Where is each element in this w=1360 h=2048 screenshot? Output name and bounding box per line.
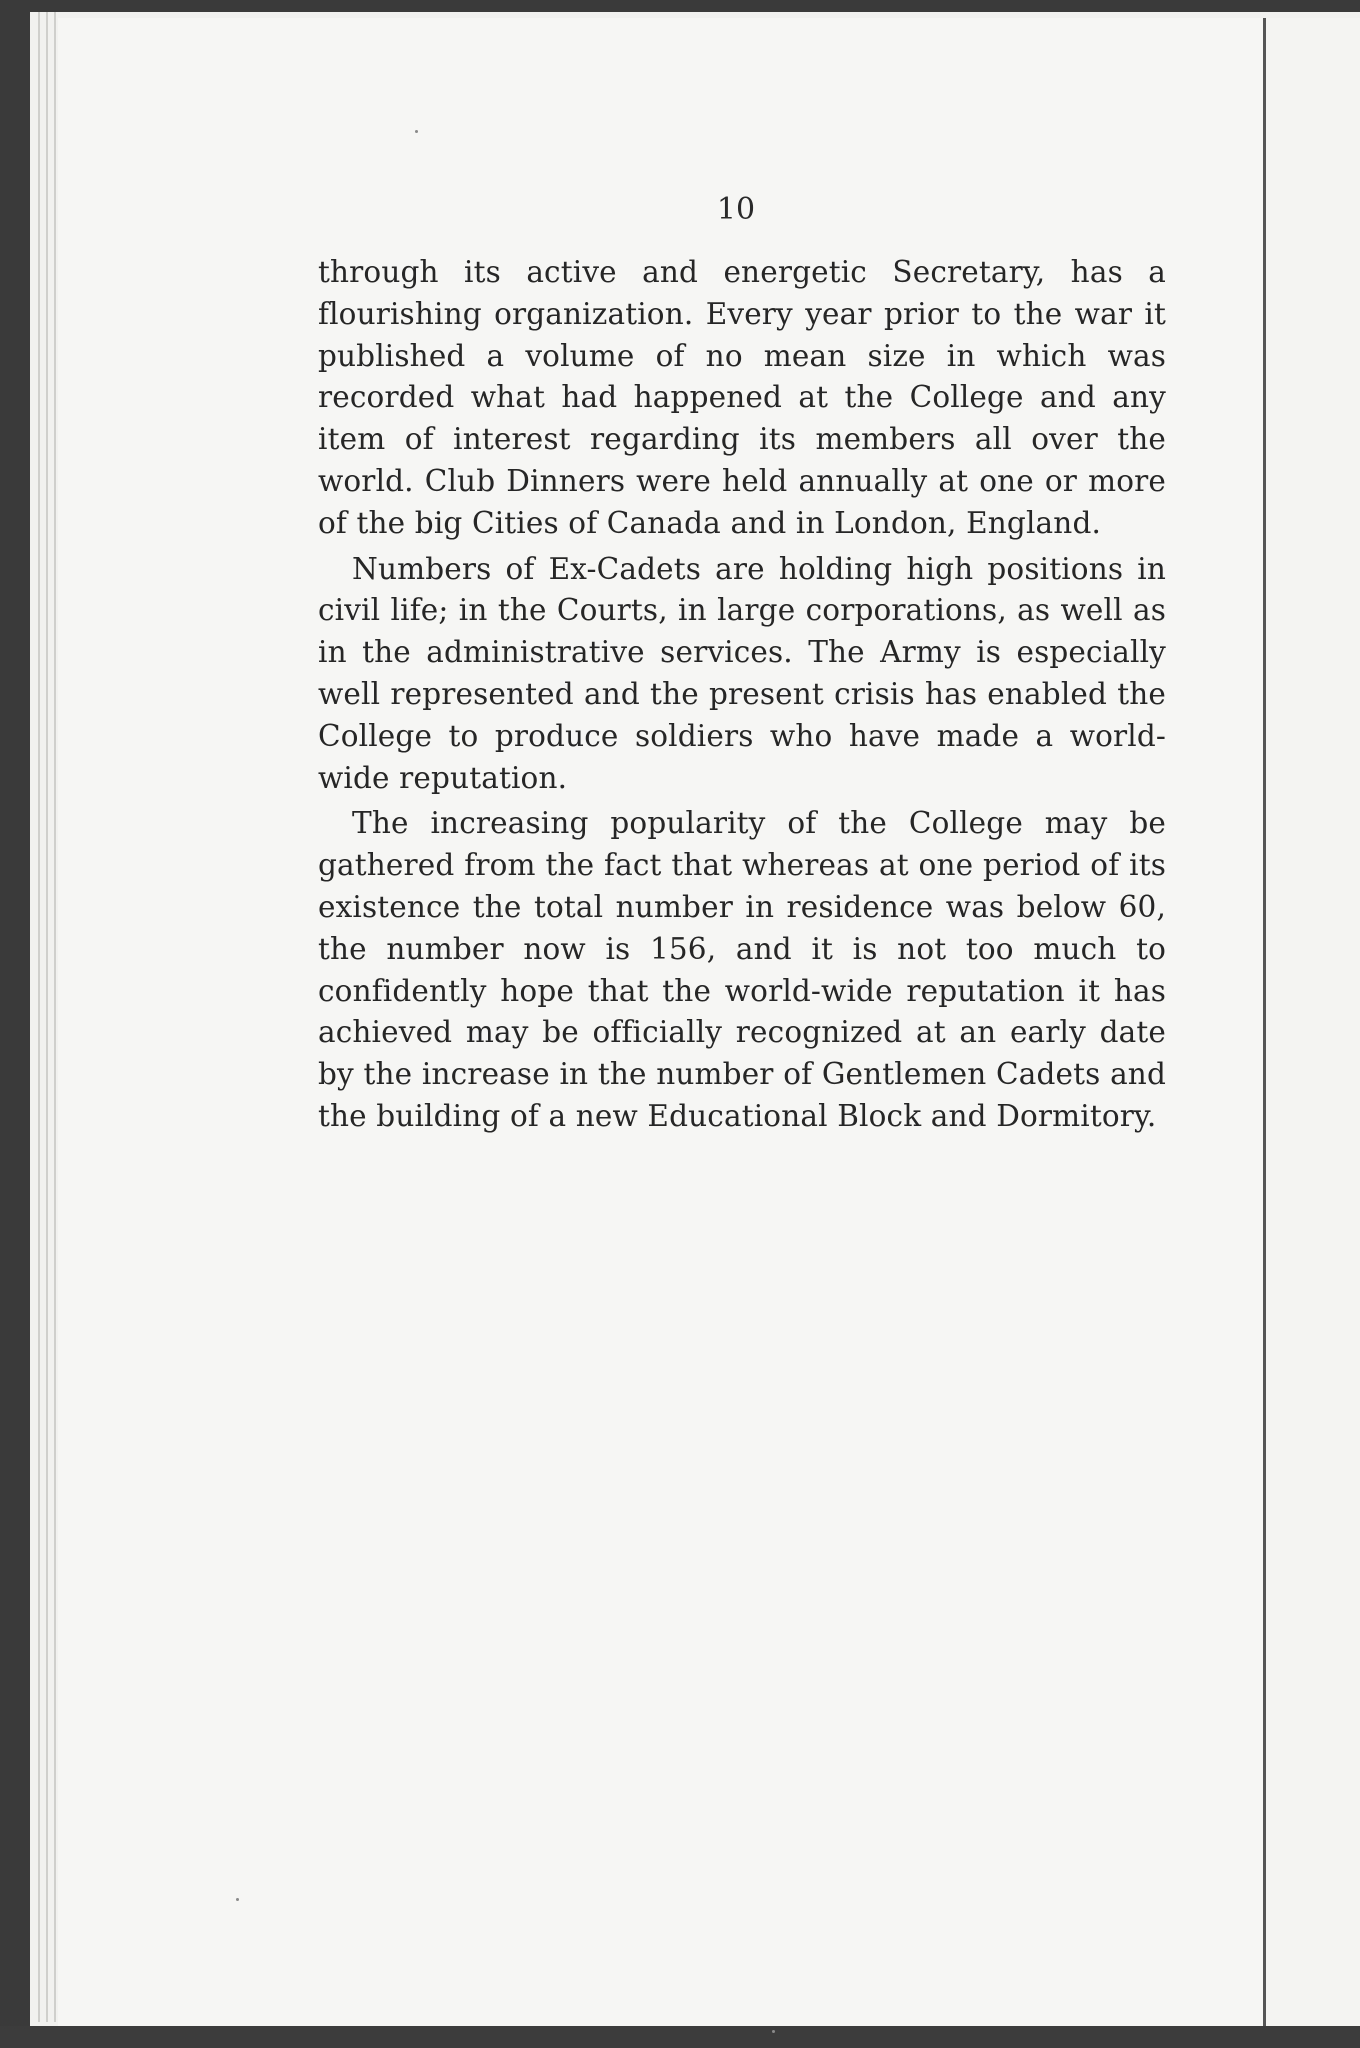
paper-speck	[772, 2030, 775, 2033]
paragraph: through its active and energetic Secretary, has a flourishing organization. Every year prior to the war it published a volume of no mean size in which was recorded what had happened at the College and any item of interest regarding its members all over the world. Club Dinners were held annually at one or more of the big Cities of Canada and in London, England.	[318, 255, 1166, 540]
scan-bottom-border	[0, 2026, 1360, 2048]
page-edge-line	[46, 12, 48, 2022]
paragraph: Numbers of Ex-Cadets are holding high positions in civil life; in the Courts, in large corporations, as well as in the administrative services. The Army is especially well represented and the present crisis has enabled the College to produce soldiers who have made a world-wide reputation.	[318, 551, 1166, 795]
paper-speck	[236, 1898, 239, 1901]
facing-page-margin	[1266, 18, 1360, 2026]
body-text	[318, 252, 1166, 1138]
paragraph: The increasing popularity of the College may be gathered from the fact that whereas at one period of its existence the total number in residence was below 60, the number now is 156, and it is not too much to confidently hope that the world-wide reputation it has achieved may be officially recognized at an early date by the increase in the number of Gentlemen Cadets and the building of a new Educational Block and Dormitory.	[318, 806, 1166, 1133]
paper-speck	[415, 130, 418, 133]
page-number: 10	[716, 192, 756, 227]
page-edge-line	[54, 12, 56, 2022]
page-edge-line	[38, 12, 40, 2022]
